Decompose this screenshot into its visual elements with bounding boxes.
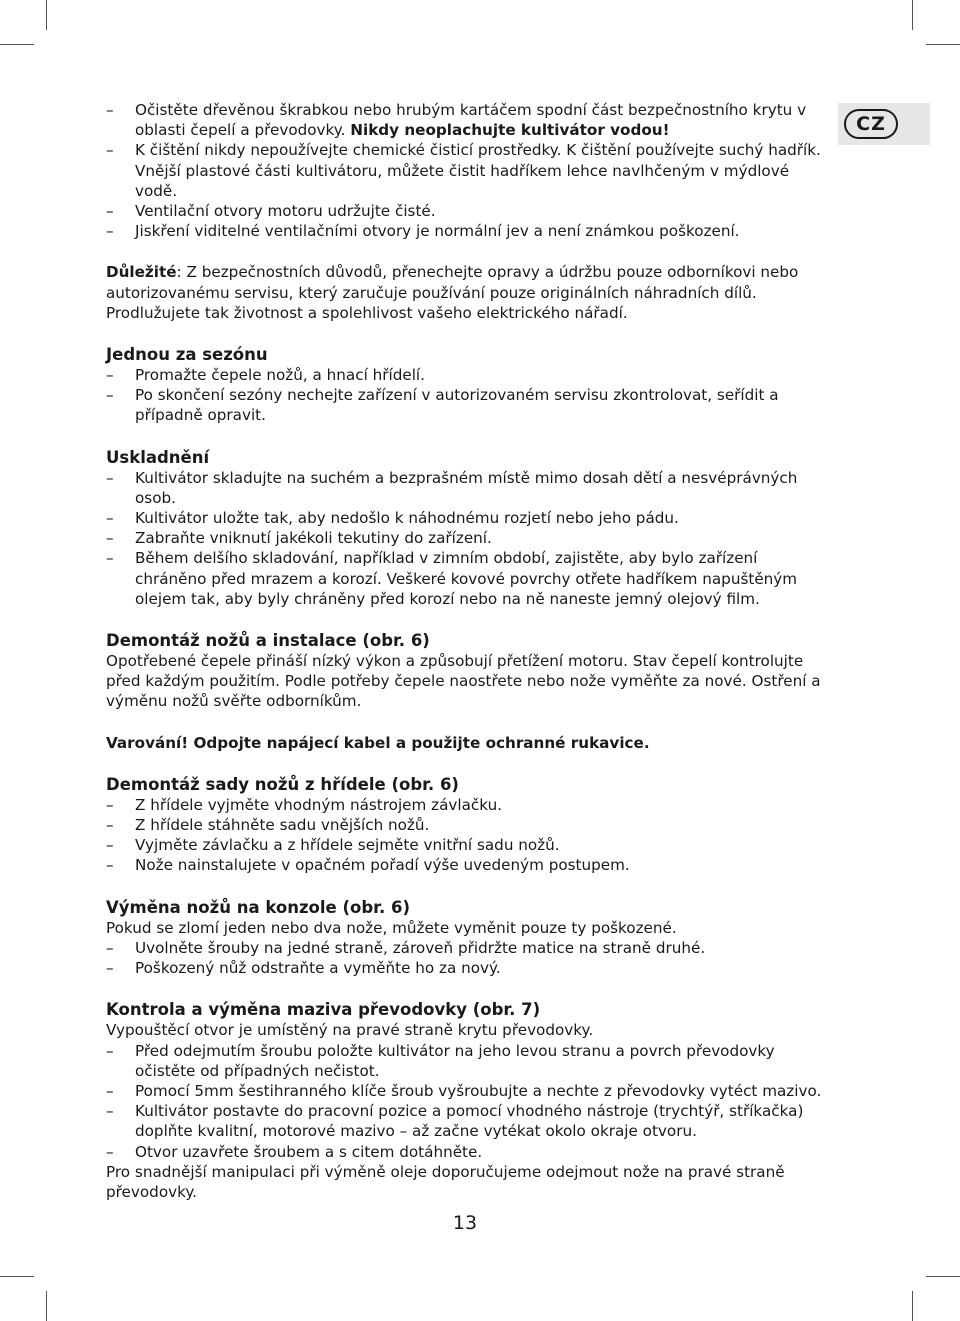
- blades-text: Opotřebené čepele přináší nízký výkon a způsobují přetížení motoru. Stav čepelí kontrolujte před každým použitím. Podle potřeby čepele naostřete nebo nože vyměňte za nové. Ostření a výměnu nožů svěřte odborníkům.: [106, 652, 821, 711]
- list-item: – Promažte čepele nožů, a hnací hřídelí.: [106, 366, 425, 385]
- section-title: Kontrola a výměna maziva převodovky (obr. 7): [106, 1000, 541, 1020]
- list-item: – Uvolněte šrouby na jedné straně, zároveň přidržte matice na straně druhé.: [106, 938, 706, 957]
- section-title: Uskladnění: [106, 447, 210, 467]
- crop-mark: [912, 0, 913, 30]
- list-item: – Nože nainstalujete v opačném pořadí výše uvedeným postupem.: [106, 856, 630, 875]
- gearbox-list: [106, 1041, 826, 1162]
- page-number: 13: [452, 1212, 478, 1234]
- crop-mark: [0, 1276, 34, 1277]
- crop-mark: [912, 1291, 913, 1321]
- crop-mark: [0, 44, 34, 45]
- list-item: – Kultivátor skladujte na suchém a bezprašném místě mimo dosah dětí a nesvéprávných osob.: [106, 468, 798, 507]
- language-tab: [838, 103, 930, 145]
- list-item: – Kultivátor uložte tak, aby nedošlo k náhodnému rozjetí nebo jeho pádu.: [106, 509, 679, 528]
- crop-mark: [46, 1291, 47, 1321]
- crop-mark: [46, 0, 47, 30]
- gearbox-intro: Vypouštěcí otvor je umístěný na pravé straně krytu převodovky.: [106, 1021, 594, 1040]
- language-badge: CZ: [844, 109, 898, 139]
- list-item: – Ventilační otvory motoru udržujte čisté.: [106, 202, 436, 221]
- crop-mark: [926, 1276, 960, 1277]
- gearbox-outro: Pro snadnější manipulaci při výměně oleje doporučujeme odejmout nože na pravé straně převodovky.: [106, 1162, 785, 1201]
- list-item: – Před odejmutím šroubu položte kultivátor na jeho levou stranu a povrch převodovky očistěte od případných nečistot.: [106, 1041, 775, 1080]
- storage-list: [106, 468, 826, 609]
- season-list: [106, 365, 826, 426]
- list-item: – Očistěte dřevěnou škrabkou nebo hrubým kartáčem spodní část bezpečnostního krytu v oblasti čepelí a převodovky. Nikdy neoplachujte kultivátor vodou!: [106, 101, 807, 140]
- page-content: [106, 100, 826, 1202]
- list-item: – Během delšího skladování, například v zimním období, zajistěte, aby bylo zařízení chráněno před mrazem a korozí. Veškeré kovové povrchy otřete hadříkem napuštěným olejem tak, aby byly chráněny před korozí nebo na ně naneste jemný olejový film.: [106, 549, 798, 608]
- list-item: – Z hřídele stáhněte sadu vnějších nožů.: [106, 816, 430, 835]
- section-title: Jednou za sezónu: [106, 345, 268, 365]
- important-note: Důležité: Z bezpečnostních důvodů, přenechejte opravy a údržbu pouze odborníkovi nebo autorizovanému servisu, který zaručuje používání pouze originálních náhradních dílů. Prodlužujete tak životnost a spolehlivost vašeho elektrického nářadí.: [106, 263, 799, 322]
- list-item: – Poškozený nůž odstraňte a vyměňte ho za nový.: [106, 959, 501, 978]
- list-item: – Pomocí 5mm šestihranného klíče šroub vyšroubujte a nechte z převodovky vytéct mazivo.: [106, 1081, 822, 1100]
- list-item: – Z hřídele vyjměte vhodným nástrojem závlačku.: [106, 795, 503, 814]
- list-item: – Otvor uzavřete šroubem a s citem dotáhněte.: [106, 1142, 483, 1161]
- list-item: – Po skončení sezóny nechejte zařízení v autorizovaném servisu zkontrolovat, seřídit a případně opravit.: [106, 386, 779, 425]
- list-item: – Kultivátor postavte do pracovní pozice a pomocí vhodného nástroje (trychtýř, stříkačka) doplňte kvalitní, motorové mazivo – až začne vytékat okolo okraje otvoru.: [106, 1102, 804, 1141]
- section-title: Demontáž sady nožů z hřídele (obr. 6): [106, 774, 459, 794]
- section-title: Výměna nožů na konzole (obr. 6): [106, 897, 410, 917]
- section-title: Demontáž nožů a instalace (obr. 6): [106, 631, 430, 651]
- list-item: – Jiskření viditelné ventilačními otvory je normální jev a není známkou poškození.: [106, 222, 740, 241]
- shaft-list: [106, 795, 826, 876]
- replace-list: [106, 938, 826, 978]
- list-item: – K čištění nikdy nepoužívejte chemické čisticí prostředky. K čištění používejte suchý hadřík. Vnější plastové části kultivátoru, můžete čistit hadříkem lehce navlhčeným v mýdlové vodě.: [106, 141, 821, 200]
- list-item: – Zabraňte vniknutí jakékoli tekutiny do zařízení.: [106, 529, 492, 548]
- warning-text: Varování! Odpojte napájecí kabel a použijte ochranné rukavice.: [106, 733, 650, 752]
- replace-intro: Pokud se zlomí jeden nebo dva nože, můžete vyměnit pouze ty poškozené.: [106, 918, 677, 937]
- list-item: – Vyjměte závlačku a z hřídele sejměte vnitřní sadu nožů.: [106, 836, 560, 855]
- crop-mark: [926, 44, 960, 45]
- cleaning-list: [106, 100, 826, 241]
